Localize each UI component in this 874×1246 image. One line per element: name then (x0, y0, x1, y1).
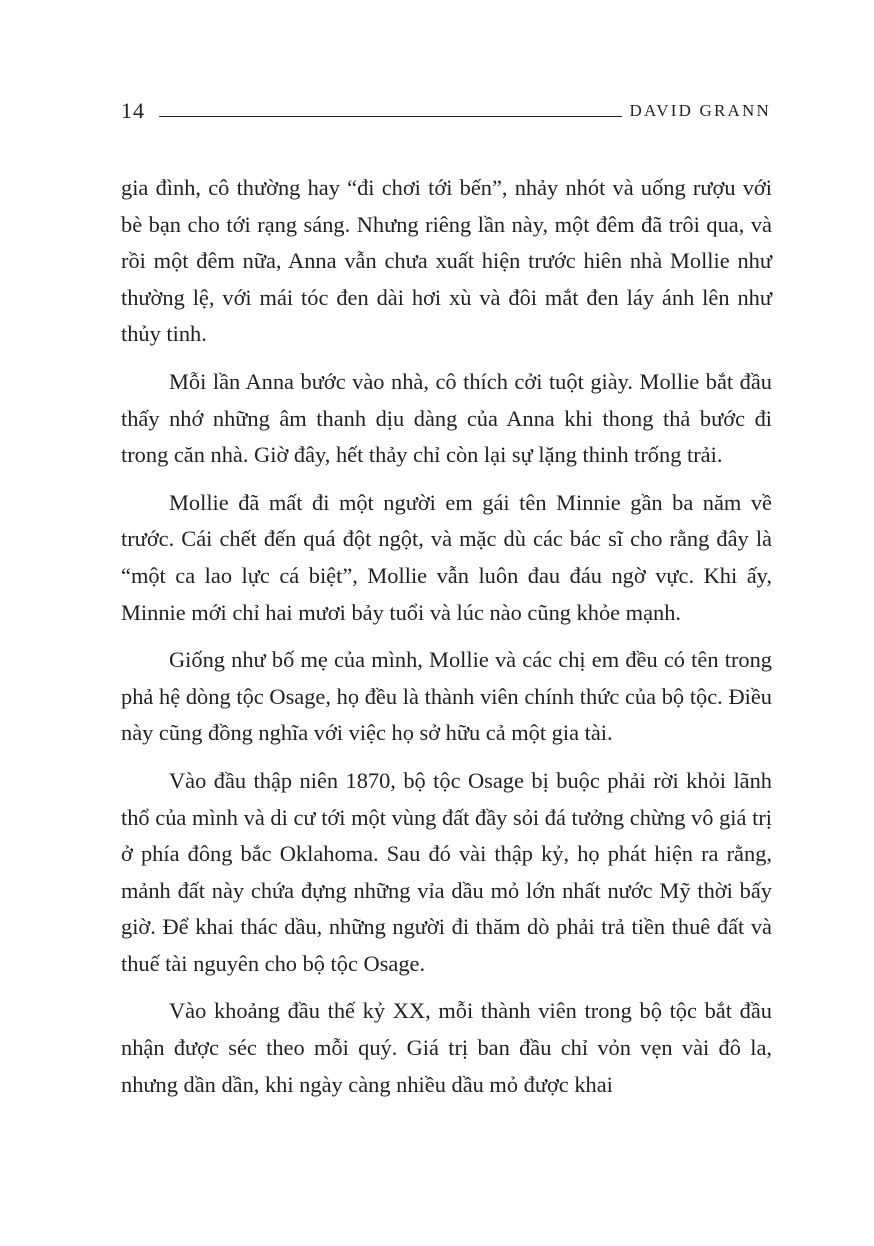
paragraph: Vào khoảng đầu thế kỷ XX, mỗi thành viên trong bộ tộc bắt đầu nhận được séc theo mỗi quý. Giá trị ban đầu chỉ vỏn vẹn vài đô la, nhưng dần dần, khi ngày càng nhiều dầu mỏ được khai (121, 998, 772, 1097)
header-rule (159, 116, 622, 117)
body-text (121, 170, 772, 1114)
paragraph: Giống như bố mẹ của mình, Mollie và các chị em đều có tên trong phả hệ dòng tộc Osage, họ đều là thành viên chính thức của bộ tộc. Điều này cũng đồng nghĩa với việc họ sở hữu cả một gia tài. (121, 647, 772, 746)
paragraph: Mollie đã mất đi một người em gái tên Minnie gần ba năm về trước. Cái chết đến quá đột ngột, và mặc dù các bác sĩ cho rằng đây là “một ca lao lực cá biệt”, Mollie vẫn luôn đau đáu ngờ vực. Khi ấy, Minnie mới chỉ hai mươi bảy tuổi và lúc nào cũng khỏe mạnh. (121, 489, 772, 625)
running-header (121, 96, 771, 126)
paragraph: Mỗi lần Anna bước vào nhà, cô thích cởi tuột giày. Mollie bắt đầu thấy nhớ những âm thanh dịu dàng của Anna khi thong thả bước đi trong căn nhà. Giờ đây, hết thảy chỉ còn lại sự lặng thinh trống trải. (121, 368, 772, 468)
paragraph: gia đình, cô thường hay “đi chơi tới bến”, nhảy nhót và uống rượu với bè bạn cho tới rạng sáng. Nhưng riêng lần này, một đêm đã trôi qua, và rồi một đêm nữa, Anna vẫn chưa xuất hiện trước hiên nhà Mollie như thường lệ, với mái tóc đen dài hơi xù và đôi mắt đen láy ánh lên như thủy tinh. (121, 175, 772, 347)
paragraph: Vào đầu thập niên 1870, bộ tộc Osage bị buộc phải rời khỏi lãnh thổ của mình và di cư tới một vùng đất đầy sỏi đá tưởng chừng vô giá trị ở phía đông bắc Oklahoma. Sau đó vài thập kỷ, họ phát hiện ra rằng, mảnh đất này chứa đựng những vỉa dầu mỏ lớn nhất nước Mỹ thời bấy giờ. Để khai thác dầu, những người đi thăm dò phải trả tiền thuê đất và thuế tài nguyên cho bộ tộc Osage. (121, 767, 772, 976)
running-header-author: DAVID GRANN (629, 101, 771, 120)
page-number: 14 (121, 98, 145, 123)
